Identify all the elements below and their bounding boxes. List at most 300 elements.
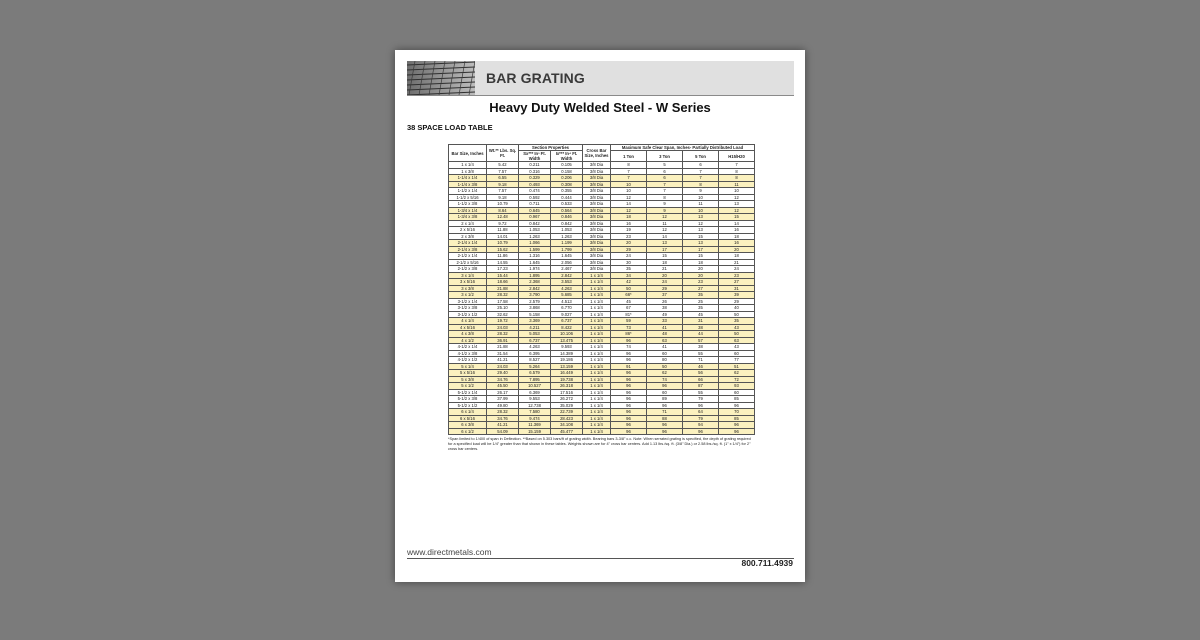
cell-ix: 0.444	[551, 194, 583, 201]
cell-span-h15-h20: 16	[719, 227, 755, 234]
cell-weight: 26.17	[487, 389, 519, 396]
cell-span-3-ton: 41	[647, 344, 683, 351]
cell-span-h15-h20: 29	[719, 298, 755, 305]
cell-span-h15-h20: 39	[719, 292, 755, 299]
cell-span-3-ton: 71	[647, 409, 683, 416]
cell-span-3-ton: 96	[647, 428, 683, 435]
cell-bar-size: 3 x 1/2	[449, 292, 487, 299]
cell-cross-bar: 1 x 1/4	[583, 422, 611, 429]
cell-bar-size: 5 x 5/16	[449, 370, 487, 377]
cell-span-1-ton: 91	[611, 363, 647, 370]
cell-span-5-ton: 96	[683, 402, 719, 409]
cell-cross-bar: 1 x 1/4	[583, 324, 611, 331]
cell-span-3-ton: 6	[647, 168, 683, 175]
cell-sx: 9.474	[519, 415, 551, 422]
cell-bar-size: 5-1/2 x 1/2	[449, 402, 487, 409]
header-sx: Sx*** In³ Ft. Width	[519, 151, 551, 162]
cell-bar-size: 4 x 1/2	[449, 337, 487, 344]
cell-cross-bar: 3/8 Dia	[583, 220, 611, 227]
cell-span-3-ton: 89	[647, 396, 683, 403]
cell-bar-size: 3 x 5/16	[449, 279, 487, 286]
cell-span-1-ton: 96	[611, 422, 647, 429]
cell-bar-size: 2 x 3/8	[449, 233, 487, 240]
cell-ix: 26.272	[551, 396, 583, 403]
cell-span-h15-h20: 18	[719, 253, 755, 260]
cell-span-1-ton: 14	[611, 201, 647, 208]
cell-ix: 8.422	[551, 324, 583, 331]
cell-cross-bar: 3/8 Dia	[583, 194, 611, 201]
banner-title: BAR GRATING	[486, 70, 585, 86]
cell-span-1-ton: 86*	[611, 331, 647, 338]
cell-ix: 16.449	[551, 370, 583, 377]
cell-span-1-ton: 42	[611, 279, 647, 286]
footer-phone: 800.711.4939	[741, 558, 793, 568]
cell-weight: 5.42	[487, 162, 519, 169]
cell-bar-size: 5 x 1/4	[449, 363, 487, 370]
cell-span-3-ton: 12	[647, 227, 683, 234]
cell-cross-bar: 3/8 Dia	[583, 181, 611, 188]
cell-weight: 18.66	[487, 279, 519, 286]
cell-bar-size: 4 x 5/16	[449, 324, 487, 331]
cell-span-1-ton: 96	[611, 428, 647, 435]
cell-span-3-ton: 88	[647, 415, 683, 422]
cell-span-h15-h20: 14	[719, 220, 755, 227]
cell-bar-size: 6 x 1/4	[449, 409, 487, 416]
cell-bar-size: 5 x 1/2	[449, 383, 487, 390]
cell-ix: 2.467	[551, 266, 583, 273]
cell-span-5-ton: 23	[683, 279, 719, 286]
cell-cross-bar: 1 x 1/4	[583, 409, 611, 416]
cell-span-3-ton: 14	[647, 233, 683, 240]
cell-bar-size: 4-1/2 x 3/8	[449, 350, 487, 357]
cell-ix: 1.263	[551, 233, 583, 240]
cell-span-3-ton: 7	[647, 188, 683, 195]
cell-bar-size: 3-1/2 x 1/2	[449, 311, 487, 318]
cell-ix: 0.846	[551, 214, 583, 221]
cell-span-1-ton: 24	[611, 253, 647, 260]
cell-span-5-ton: 79	[683, 396, 719, 403]
cell-weight: 8.64	[487, 207, 519, 214]
cell-span-3-ton: 49	[647, 311, 683, 318]
cell-ix: 0.206	[551, 175, 583, 182]
cell-ix: 26.318	[551, 383, 583, 390]
cell-weight: 17.58	[487, 298, 519, 305]
cell-weight: 10.79	[487, 201, 519, 208]
cell-span-5-ton: 8	[683, 181, 719, 188]
cell-span-1-ton: 96	[611, 409, 647, 416]
cell-span-3-ton: 6	[647, 175, 683, 182]
header-section-properties: Section Properties	[519, 145, 583, 151]
header-3-ton: 3 Ton	[647, 151, 683, 162]
cell-weight: 9.18	[487, 181, 519, 188]
cell-span-1-ton: 29	[611, 246, 647, 253]
cell-span-1-ton: 59	[611, 318, 647, 325]
cell-span-h15-h20: 43	[719, 344, 755, 351]
cell-weight: 32.62	[487, 311, 519, 318]
cell-sx: 3.369	[519, 318, 551, 325]
cell-cross-bar: 1 x 1/4	[583, 285, 611, 292]
cell-span-5-ton: 96	[683, 428, 719, 435]
cell-ix: 0.105	[551, 162, 583, 169]
cell-cross-bar: 1 x 1/4	[583, 402, 611, 409]
cell-cross-bar: 3/8 Dia	[583, 207, 611, 214]
cell-weight: 37.99	[487, 396, 519, 403]
cell-span-1-ton: 96	[611, 357, 647, 364]
cell-bar-size: 2-1/2 x 1/4	[449, 253, 487, 260]
cell-span-h15-h20: 50	[719, 331, 755, 338]
cell-cross-bar: 3/8 Dia	[583, 214, 611, 221]
cell-bar-size: 2 x 1/4	[449, 220, 487, 227]
cell-sx: 5.053	[519, 331, 551, 338]
cell-span-5-ton: 87	[683, 383, 719, 390]
cell-bar-size: 4 x 1/4	[449, 318, 487, 325]
cell-span-1-ton: 16	[611, 220, 647, 227]
cell-span-5-ton: 13	[683, 227, 719, 234]
cell-span-5-ton: 20	[683, 272, 719, 279]
cell-ix: 0.842	[551, 220, 583, 227]
cell-weight: 31.54	[487, 350, 519, 357]
cell-sx: 2.368	[519, 279, 551, 286]
cell-cross-bar: 1 x 1/4	[583, 415, 611, 422]
cell-weight: 9.72	[487, 220, 519, 227]
cell-bar-size: 1 x 3/8	[449, 168, 487, 175]
cell-cross-bar: 3/8 Dia	[583, 188, 611, 195]
cell-cross-bar: 1 x 1/4	[583, 337, 611, 344]
cell-ix: 0.533	[551, 201, 583, 208]
cell-span-h15-h20: 18	[719, 233, 755, 240]
cell-sx: 3.868	[519, 305, 551, 312]
cell-span-5-ton: 35	[683, 305, 719, 312]
cell-cross-bar: 1 x 1/4	[583, 428, 611, 435]
cell-ix: 17.516	[551, 389, 583, 396]
cell-bar-size: 1-3/4 x 1/4	[449, 207, 487, 214]
cell-span-h15-h20: 40	[719, 305, 755, 312]
cell-bar-size: 1-3/4 x 3/8	[449, 214, 487, 221]
cell-span-h15-h20: 63	[719, 337, 755, 344]
grating-photo-image	[407, 61, 475, 95]
footer-website: www.directmetals.com	[407, 547, 492, 557]
cell-ix: 19.738	[551, 376, 583, 383]
cell-span-3-ton: 13	[647, 240, 683, 247]
cell-bar-size: 3 x 1/4	[449, 272, 487, 279]
cell-weight: 11.86	[487, 253, 519, 260]
cell-span-5-ton: 13	[683, 214, 719, 221]
cell-cross-bar: 1 x 1/4	[583, 292, 611, 299]
cell-cross-bar: 1 x 1/4	[583, 350, 611, 357]
cell-weight: 15.44	[487, 272, 519, 279]
cell-span-3-ton: 9	[647, 201, 683, 208]
cell-span-h15-h20: 50	[719, 311, 755, 318]
cell-span-3-ton: 41	[647, 324, 683, 331]
cell-weight: 24.03	[487, 363, 519, 370]
cell-span-h15-h20: 31	[719, 285, 755, 292]
cell-span-1-ton: 12	[611, 194, 647, 201]
cell-span-h15-h20: 60	[719, 389, 755, 396]
cell-span-h15-h20: 77	[719, 357, 755, 364]
cell-sx: 1.263	[519, 233, 551, 240]
cell-span-3-ton: 15	[647, 253, 683, 260]
cell-span-1-ton: 96	[611, 415, 647, 422]
cell-span-5-ton: 18	[683, 259, 719, 266]
cell-span-h15-h20: 60	[719, 350, 755, 357]
cell-weight: 29.40	[487, 370, 519, 377]
header-banner	[407, 61, 794, 96]
load-table	[448, 144, 755, 435]
header-5-ton: 5 Ton	[683, 151, 719, 162]
cell-sx: 6.395	[519, 350, 551, 357]
cell-span-h15-h20: 96	[719, 428, 755, 435]
cell-span-3-ton: 80	[647, 357, 683, 364]
cell-span-5-ton: 38	[683, 324, 719, 331]
cell-span-3-ton: 17	[647, 246, 683, 253]
cell-ix: 3.553	[551, 279, 583, 286]
load-table-body	[449, 162, 755, 435]
cell-bar-size: 1-1/4 x 3/8	[449, 181, 487, 188]
cell-ix: 2.842	[551, 272, 583, 279]
cell-bar-size: 4-1/2 x 1/2	[449, 357, 487, 364]
cell-weight: 28.32	[487, 409, 519, 416]
cell-span-3-ton: 60	[647, 389, 683, 396]
cell-span-1-ton: 96	[611, 370, 647, 377]
cell-span-1-ton: 96	[611, 350, 647, 357]
cell-span-h15-h20: 12	[719, 194, 755, 201]
cell-weight: 7.57	[487, 188, 519, 195]
cell-bar-size: 2-1/2 x 5/16	[449, 259, 487, 266]
cell-sx: 9.553	[519, 396, 551, 403]
cell-sx: 5.158	[519, 311, 551, 318]
cell-weight: 10.79	[487, 240, 519, 247]
cell-span-3-ton: 62	[647, 370, 683, 377]
cell-span-h15-h20: 27	[719, 279, 755, 286]
cell-bar-size: 2-1/2 x 3/8	[449, 266, 487, 273]
cell-sx: 0.474	[519, 188, 551, 195]
cell-span-5-ton: 55	[683, 350, 719, 357]
cell-span-h15-h20: 16	[719, 240, 755, 247]
cell-ix: 2.056	[551, 259, 583, 266]
cell-span-h15-h20: 8	[719, 175, 755, 182]
cell-bar-size: 5-1/2 x 1/4	[449, 389, 487, 396]
cell-ix: 1.799	[551, 246, 583, 253]
cell-span-1-ton: 96	[611, 376, 647, 383]
cell-span-h15-h20: 72	[719, 376, 755, 383]
cell-span-h15-h20: 11	[719, 181, 755, 188]
cell-span-h15-h20: 20	[719, 246, 755, 253]
cell-span-5-ton: 9	[683, 188, 719, 195]
cell-span-5-ton: 31	[683, 318, 719, 325]
cell-span-1-ton: 96	[611, 402, 647, 409]
cell-weight: 7.57	[487, 168, 519, 175]
cell-span-1-ton: 18	[611, 214, 647, 221]
cell-sx: 4.211	[519, 324, 551, 331]
cell-span-1-ton: 12	[611, 207, 647, 214]
cell-sx: 0.842	[519, 220, 551, 227]
cell-sx: 6.579	[519, 370, 551, 377]
cell-span-5-ton: 79	[683, 415, 719, 422]
cell-weight: 34.76	[487, 376, 519, 383]
cell-span-h15-h20: 85	[719, 415, 755, 422]
cell-span-5-ton: 55	[683, 389, 719, 396]
cell-span-1-ton: 23	[611, 233, 647, 240]
cell-bar-size: 6 x 1/2	[449, 428, 487, 435]
cell-cross-bar: 1 x 1/4	[583, 272, 611, 279]
table-row	[449, 428, 755, 435]
cell-span-1-ton: 8	[611, 162, 647, 169]
cell-ix: 45.477	[551, 428, 583, 435]
cell-sx: 8.527	[519, 357, 551, 364]
cell-ix: 4.513	[551, 298, 583, 305]
cell-span-3-ton: 24	[647, 279, 683, 286]
cell-span-3-ton: 33	[647, 318, 683, 325]
cell-weight: 14.55	[487, 259, 519, 266]
cell-span-1-ton: 96	[611, 337, 647, 344]
cell-ix: 1.199	[551, 240, 583, 247]
cell-ix: 1.645	[551, 253, 583, 260]
cell-ix: 19.186	[551, 357, 583, 364]
cell-weight: 6.55	[487, 175, 519, 182]
document-title: Heavy Duty Welded Steel - W Series	[489, 100, 711, 115]
cell-bar-size: 3-1/2 x 1/4	[449, 298, 487, 305]
cell-span-5-ton: 45	[683, 311, 719, 318]
cell-span-5-ton: 11	[683, 201, 719, 208]
cell-sx: 6.737	[519, 337, 551, 344]
cell-weight: 17.23	[487, 266, 519, 273]
cell-span-3-ton: 5	[647, 162, 683, 169]
cell-span-h15-h20: 13	[719, 201, 755, 208]
cell-cross-bar: 3/8 Dia	[583, 168, 611, 175]
cell-ix: 6.770	[551, 305, 583, 312]
cell-sx: 2.579	[519, 298, 551, 305]
cell-cross-bar: 1 x 1/4	[583, 389, 611, 396]
cell-span-5-ton: 25	[683, 298, 719, 305]
cell-ix: 0.355	[551, 188, 583, 195]
cell-span-5-ton: 10	[683, 207, 719, 214]
cell-sx: 1.316	[519, 253, 551, 260]
cell-bar-size: 2 x 5/16	[449, 227, 487, 234]
cell-sx: 0.316	[519, 168, 551, 175]
cell-span-5-ton: 64	[683, 409, 719, 416]
cell-sx: 7.580	[519, 409, 551, 416]
cell-bar-size: 5-1/2 x 3/8	[449, 396, 487, 403]
cell-span-3-ton: 7	[647, 181, 683, 188]
cell-cross-bar: 1 x 1/4	[583, 370, 611, 377]
cell-sx: 5.264	[519, 363, 551, 370]
cell-bar-size: 1-1/2 x 3/8	[449, 201, 487, 208]
cell-bar-size: 1-1/2 x 5/16	[449, 194, 487, 201]
cell-bar-size: 3-1/2 x 3/8	[449, 305, 487, 312]
cell-ix: 0.308	[551, 181, 583, 188]
cell-sx: 0.711	[519, 201, 551, 208]
cell-span-5-ton: 66	[683, 376, 719, 383]
cell-span-1-ton: 74	[611, 344, 647, 351]
cell-cross-bar: 1 x 1/4	[583, 383, 611, 390]
cell-ix: 10.106	[551, 331, 583, 338]
cell-span-3-ton: 8	[647, 194, 683, 201]
cell-span-3-ton: 26	[647, 298, 683, 305]
cell-ix: 5.685	[551, 292, 583, 299]
cell-cross-bar: 1 x 1/4	[583, 279, 611, 286]
cell-span-h15-h20: 85	[719, 396, 755, 403]
cell-sx: 0.592	[519, 194, 551, 201]
cell-sx: 1.066	[519, 240, 551, 247]
cell-weight: 28.32	[487, 331, 519, 338]
cell-weight: 19.72	[487, 318, 519, 325]
cell-span-5-ton: 71	[683, 357, 719, 364]
cell-cross-bar: 1 x 1/4	[583, 396, 611, 403]
cell-cross-bar: 1 x 1/4	[583, 311, 611, 318]
cell-span-1-ton: 81*	[611, 311, 647, 318]
cell-weight: 21.88	[487, 285, 519, 292]
cell-span-h15-h20: 10	[719, 188, 755, 195]
cell-span-1-ton: 20	[611, 240, 647, 247]
cell-ix: 6.737	[551, 318, 583, 325]
cell-sx: 15.159	[519, 428, 551, 435]
cell-weight: 14.01	[487, 233, 519, 240]
footer-divider	[407, 558, 794, 559]
cell-cross-bar: 1 x 1/4	[583, 376, 611, 383]
cell-span-1-ton: 67	[611, 305, 647, 312]
cell-sx: 7.895	[519, 376, 551, 383]
header-weight: Wt.** Lbs. Sq. Ft.	[487, 145, 519, 162]
cell-span-5-ton: 7	[683, 168, 719, 175]
cell-cross-bar: 1 x 1/4	[583, 344, 611, 351]
cell-span-1-ton: 10	[611, 181, 647, 188]
cell-span-5-ton: 38	[683, 344, 719, 351]
cell-cross-bar: 3/8 Dia	[583, 227, 611, 234]
cell-sx: 1.974	[519, 266, 551, 273]
document-page	[395, 50, 805, 582]
cell-sx: 0.211	[519, 162, 551, 169]
cell-span-3-ton: 20	[647, 272, 683, 279]
cell-span-h15-h20: 93	[719, 383, 755, 390]
cell-ix: 34.108	[551, 422, 583, 429]
cell-span-5-ton: 10	[683, 194, 719, 201]
cell-ix: 9.027	[551, 311, 583, 318]
cell-sx: 11.369	[519, 422, 551, 429]
cell-sx: 2.842	[519, 285, 551, 292]
cell-weight: 49.80	[487, 402, 519, 409]
cell-span-5-ton: 17	[683, 246, 719, 253]
cell-weight: 24.03	[487, 324, 519, 331]
cell-bar-size: 1-1/4 x 1/4	[449, 175, 487, 182]
cell-ix: 9.593	[551, 344, 583, 351]
cell-ix: 28.423	[551, 415, 583, 422]
cell-sx: 10.527	[519, 383, 551, 390]
cell-sx: 0.493	[519, 181, 551, 188]
cell-ix: 14.389	[551, 350, 583, 357]
cell-weight: 45.50	[487, 383, 519, 390]
cell-span-5-ton: 56	[683, 370, 719, 377]
cell-sx: 0.967	[519, 214, 551, 221]
cell-span-1-ton: 35	[611, 266, 647, 273]
cell-cross-bar: 3/8 Dia	[583, 201, 611, 208]
cell-span-1-ton: 19	[611, 227, 647, 234]
cell-span-3-ton: 74	[647, 376, 683, 383]
cell-span-1-ton: 66*	[611, 292, 647, 299]
header-1-ton: 1 Ton	[611, 151, 647, 162]
load-table-container	[448, 144, 754, 435]
cell-cross-bar: 3/8 Dia	[583, 259, 611, 266]
cell-span-3-ton: 50	[647, 363, 683, 370]
cell-sx: 12.738	[519, 402, 551, 409]
cell-span-h15-h20: 8	[719, 168, 755, 175]
cell-sx: 0.329	[519, 175, 551, 182]
cell-ix: 35.029	[551, 402, 583, 409]
cell-span-3-ton: 96	[647, 402, 683, 409]
cell-span-3-ton: 63	[647, 337, 683, 344]
cell-bar-size: 2-1/4 x 3/8	[449, 246, 487, 253]
cell-sx: 1.645	[519, 259, 551, 266]
header-h15-h20: H15/H20	[719, 151, 755, 162]
